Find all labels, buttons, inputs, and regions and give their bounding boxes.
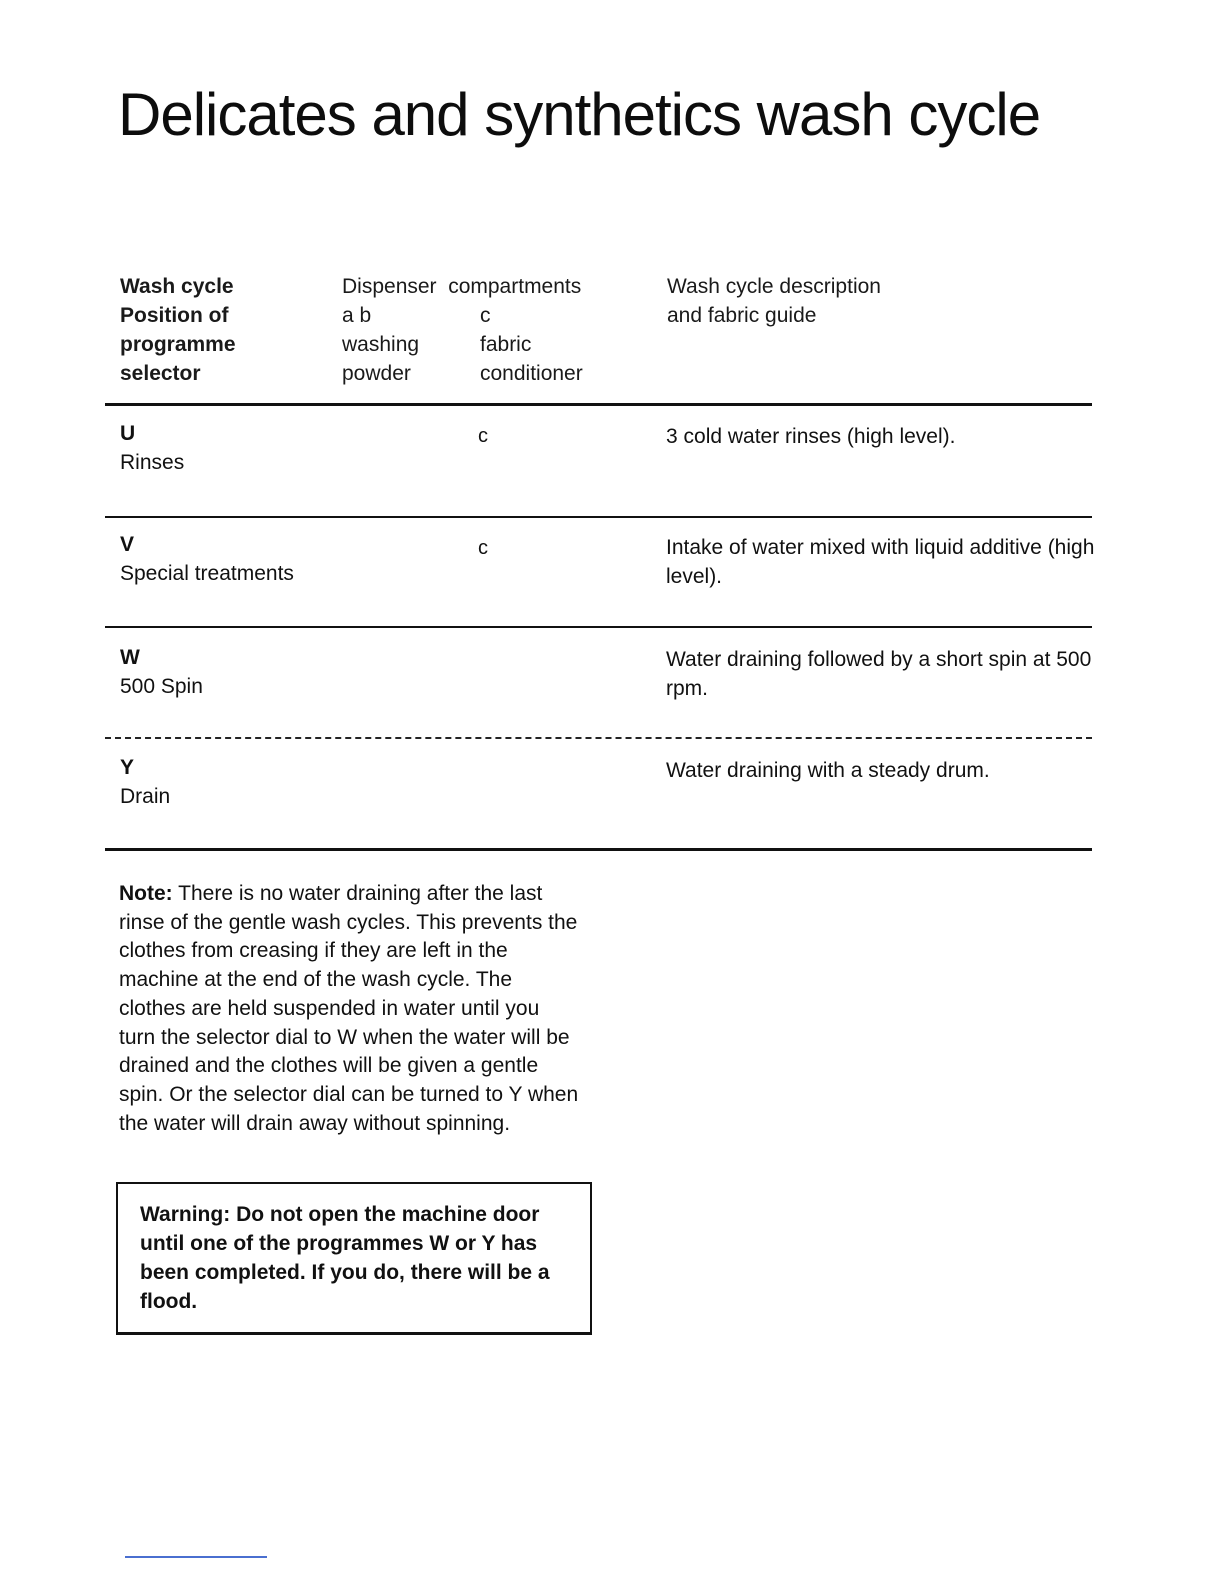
header-cycle-line: Wash cycle xyxy=(120,275,234,298)
note-paragraph xyxy=(119,880,579,1138)
row-description: 3 cold water rinses (high level). xyxy=(666,425,956,448)
page-title: Delicates and synthetics wash cycle xyxy=(118,81,1041,148)
header-c-sub: fabric xyxy=(480,333,532,356)
table-divider xyxy=(105,737,1092,739)
header-cycle-line: Position of xyxy=(120,304,229,327)
row-description: Water draining with a steady drum. xyxy=(666,759,990,782)
header-ab-label: a b xyxy=(342,304,372,327)
note-text: There is no water draining after the last rinse of the gentle wash cycles. This prevents the clothes from creasing if they are left in the machine at the end of the wash cycle. The clothes are held suspended in water until you turn the selector dial to W when the water will be drained and the clothes will be given a gentle spin. Or the selector dial can be turned to Y when the water will drain away without spinning. xyxy=(119,882,579,1135)
row-code: W xyxy=(120,646,140,669)
row-description: Water draining followed by a short spin at 500 rpm. xyxy=(666,648,1092,700)
header-desc-line: and fabric guide xyxy=(667,304,817,327)
table-divider xyxy=(105,626,1092,628)
note-label: Note: xyxy=(119,882,173,905)
table-divider xyxy=(105,403,1092,406)
header-ab xyxy=(342,301,419,388)
header-c xyxy=(480,301,583,388)
row-compartment: c xyxy=(478,537,488,559)
row-name: Rinses xyxy=(120,451,185,474)
row-name: Special treatments xyxy=(120,562,294,585)
header-description xyxy=(667,272,881,330)
row-code: V xyxy=(120,533,135,556)
row-compartment: c xyxy=(478,425,488,447)
row-name: 500 Spin xyxy=(120,675,203,698)
row-code: U xyxy=(120,422,136,445)
table-bottom-rule xyxy=(105,848,1092,851)
header-ab-sub: washing xyxy=(342,333,420,356)
warning-box xyxy=(116,1182,592,1335)
table-divider xyxy=(105,516,1092,518)
bottom-rule xyxy=(125,1556,267,1558)
row-name: Drain xyxy=(120,785,171,808)
row-code: Y xyxy=(120,756,135,779)
row-description: Intake of water mixed with liquid additive (high level). xyxy=(666,536,1095,588)
warning-label: Warning: xyxy=(140,1203,231,1226)
header-c-sub: conditioner xyxy=(480,362,583,385)
warning-text: Do not open the machine door until one of the programmes W or Y has been completed. If you do, there will be a flood. xyxy=(140,1203,550,1313)
header-desc-line: Wash cycle description xyxy=(667,275,881,298)
header-dispenser: Dispenser compartments xyxy=(342,275,582,298)
header-cycle-line: programme xyxy=(120,333,236,356)
header-cycle-line: selector xyxy=(120,362,201,385)
header-ab-sub: powder xyxy=(342,362,411,385)
header-c-label: c xyxy=(480,304,491,327)
header-wash-cycle xyxy=(120,272,236,388)
